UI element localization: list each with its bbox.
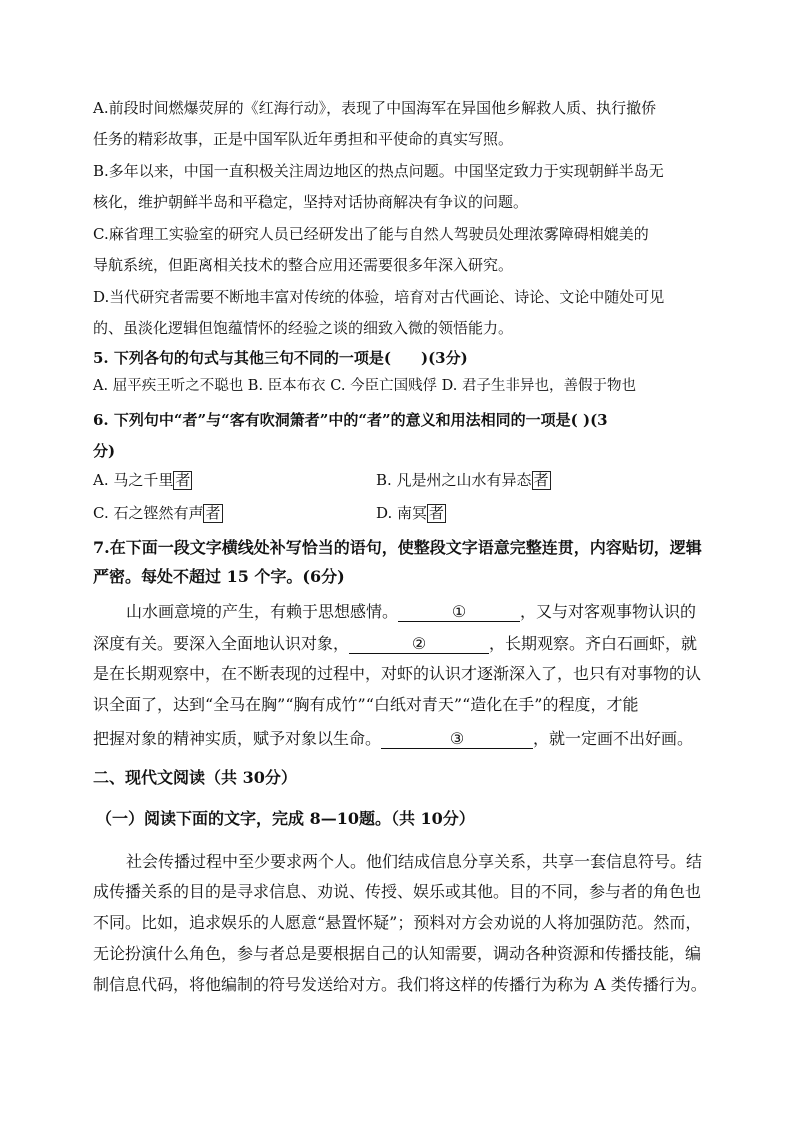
q6-option-b	[376, 470, 551, 490]
q7-text-1a: 山水画意境的产生，有赖于思想感情。	[126, 602, 399, 621]
q7-paragraph-line5	[93, 729, 693, 749]
q7-paragraph-line2	[93, 634, 697, 654]
q7-paragraph-line1	[126, 602, 696, 622]
passage-line-2: 成传播关系的目的是寻求信息、劝说、传授、娱乐或其他。目的不同，参与者的角色也	[93, 882, 702, 901]
section-2-title: 二、现代文阅读（共 30分）	[93, 768, 297, 787]
passage-line-3: 不同。比如，追求娱乐的人愿意“悬置怀疑”；预料对方会劝说的人将加强防范。然而，	[93, 913, 702, 932]
q6-option-c	[93, 503, 223, 523]
q4-option-a-line2: 任务的精彩故事，正是中国军队近年勇担和平使命的真实写照。	[93, 130, 514, 148]
q7-text-2a: 深度有关。要深入全面地认识对象，	[93, 634, 350, 653]
q6-option-d-boxed-char: 者	[429, 504, 445, 522]
q4-option-a-line1: A.前段时间燃爆荧屏的《红海行动》，表现了中国海军在异国他乡解救人质、执行撤侨	[93, 99, 657, 117]
q4-option-b-line2: 核化，维护朝鲜半岛和平稳定，坚持对话协商解决有争议的问题。	[93, 193, 529, 211]
q7-text-5b: ，就一定画不出好画。	[533, 729, 694, 748]
q4-option-d-line2: 的、虽淡化逻辑但饱蕴情怀的经验之谈的细致入微的领悟能力。	[93, 319, 514, 337]
passage-line-1: 社会传播过程中至少要求两个人。他们结成信息分享关系，共享一套信息符号。结	[126, 852, 703, 871]
q6-stem-line2: 分)	[93, 442, 116, 460]
q6-stem-line1: 6. 下列句中“者”与“客有吹洞箫者”中的“者”的意义和用法相同的一项是( )(3	[93, 411, 608, 429]
q4-option-c-line1: C.麻省理工实验室的研究人员已经研发出了能与自然人驾驶员处理浓雾障碍相媲美的	[93, 225, 649, 243]
passage-line-5: 制信息代码，将他编制的符号发送给对方。我们将这样的传播行为称为 A 类传播行为。	[93, 975, 707, 994]
q7-paragraph-line3: 是在长期观察中，在不断表现的过程中，对虾的认识才逐渐深入了，也只有对事物的认	[93, 664, 702, 683]
q4-option-b-line1: B.多年以来，中国一直积极关注周边地区的热点问题。中国坚定致力于实现朝鲜半岛无	[93, 162, 664, 180]
q7-text-2b: ，长期观察。齐白石画虾，就	[489, 634, 698, 653]
q6-option-d	[376, 503, 446, 523]
q7-stem-line2: 严密。每处不超过 15 个字。(6分)	[93, 567, 345, 586]
q7-blank-1[interactable]: ①	[398, 603, 520, 622]
section-2-subtitle: （一）阅读下面的文字，完成 8—10题。（共 10分）	[96, 809, 475, 828]
q7-paragraph-line4: 识全面了，达到“全马在胸”“胸有成竹”“白纸对青天”“造化在手”的程度，才能	[93, 695, 639, 714]
q7-blank-3[interactable]: ③	[381, 730, 533, 749]
q4-option-d-line1: D.当代研究者需要不断地丰富对传统的体验，培育对古代画论、诗论、文论中随处可见	[93, 288, 665, 306]
passage-line-4: 无论扮演什么角色，参与者总是要根据自己的认知需要，调动各种资源和传播技能，编	[93, 944, 702, 963]
q6-option-b-text: B. 凡是州之山水有异态	[376, 471, 532, 489]
q6-option-d-text: D. 南冥	[376, 504, 428, 522]
q7-stem-line1: 7.在下面一段文字横线处补写恰当的语句，使整段文字语意完整连贯，内容贴切，逻辑	[93, 538, 702, 557]
q4-option-c-line2: 导航系统，但距离相关技术的整合应用还需要很多年深入研究。	[93, 256, 514, 274]
q6-option-c-text: C. 石之铿然有声	[93, 504, 204, 522]
q6-option-a-text: A. 马之千里	[93, 471, 174, 489]
q6-option-c-boxed-char: 者	[205, 504, 221, 522]
q7-text-5a: 把握对象的精神实质，赋予对象以生命。	[93, 729, 382, 748]
q5-stem: 5. 下列各句的句式与其他三句不同的一项是( )(3分)	[93, 349, 468, 367]
q6-option-a	[93, 470, 192, 490]
q6-option-b-boxed-char: 者	[533, 471, 549, 489]
q6-option-a-boxed-char: 者	[175, 471, 191, 489]
q5-options: A. 屈平疾王听之不聪也 B. 臣本布衣 C. 今臣亡国贱俘 D. 君子生非异也，善假于物也	[93, 378, 637, 394]
q7-blank-2[interactable]: ②	[349, 635, 489, 654]
q7-text-1b: ，又与对客观事物认识的	[520, 602, 697, 621]
